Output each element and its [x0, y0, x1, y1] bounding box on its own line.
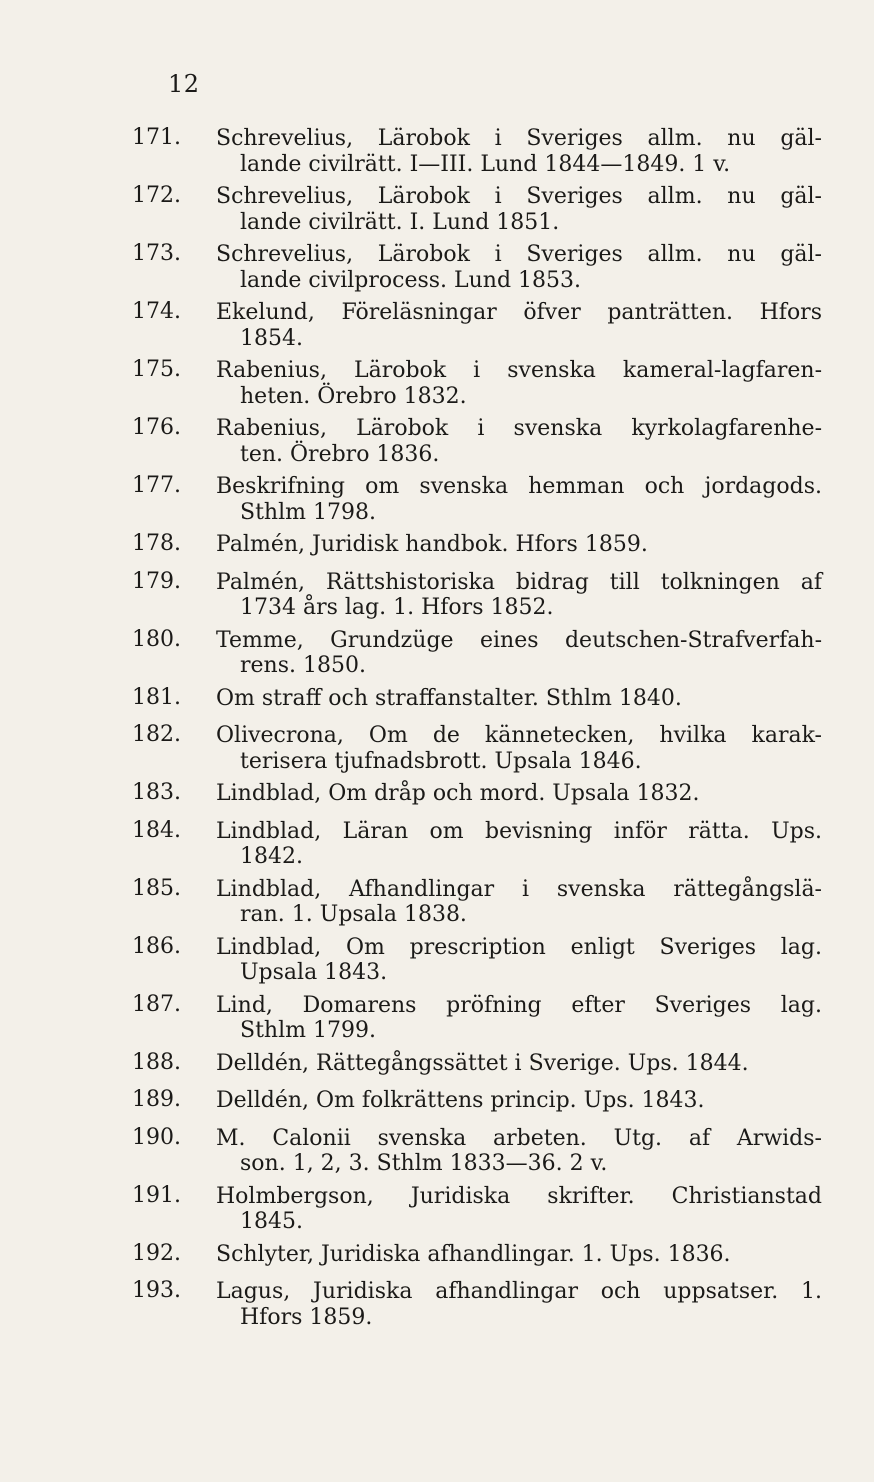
- entry-line: Rabenius, Lärobok i svenska kyrkolagfarenhe-: [216, 416, 822, 441]
- entry-number: 171.: [132, 125, 181, 150]
- entry-line: Delldén, Om folkrättens princip. Ups. 1843.: [216, 1088, 705, 1113]
- entry-text: [216, 242, 822, 293]
- entry-number: 175.: [132, 357, 181, 382]
- entry-text: [216, 993, 822, 1044]
- entry-number: 180.: [132, 626, 181, 652]
- entry-text: [216, 1279, 822, 1330]
- entry-number: 187.: [132, 991, 181, 1017]
- entry-text: [216, 358, 822, 409]
- entry-line: 1845.: [240, 1209, 303, 1234]
- entry-text: [216, 570, 822, 621]
- entry-text: [216, 1088, 822, 1114]
- entry-line: Schrevelius, Lärobok i Sveriges allm. nu gäl-: [216, 126, 822, 151]
- entry-number: 172.: [132, 183, 181, 208]
- bibliography-entry-174: [132, 300, 822, 351]
- entry-number: 183.: [132, 780, 181, 805]
- entry-text: [216, 686, 822, 712]
- entry-line: Hfors 1859.: [240, 1304, 373, 1330]
- bibliography-entry-191: [132, 1184, 822, 1235]
- bibliography-entry-190: [132, 1126, 822, 1177]
- entry-text: [216, 628, 822, 679]
- entry-line: lande civilprocess. Lund 1853.: [240, 267, 582, 293]
- entry-text: [216, 416, 822, 467]
- entry-line: 1854.: [240, 325, 303, 351]
- entry-text: [216, 532, 822, 558]
- entry-number: 181.: [132, 684, 181, 710]
- entry-line: Lindblad, Afhandlingar i svenska rättegångslä-: [216, 876, 822, 902]
- entry-number: 174.: [132, 299, 181, 324]
- bibliography-entry-173: [132, 242, 822, 293]
- entry-number: 191.: [132, 1182, 181, 1208]
- entry-number: 193.: [132, 1278, 181, 1303]
- entry-number: 182.: [132, 722, 181, 747]
- entry-line: Schlyter, Juridiska afhandlingar. 1. Ups. 1836.: [216, 1241, 731, 1267]
- entry-text: [216, 1051, 822, 1077]
- bibliography-entry-193: [132, 1279, 822, 1330]
- entry-text: [216, 723, 822, 774]
- entry-line: Om straff och straffanstalter. Sthlm 1840.: [216, 685, 682, 711]
- entry-text: [216, 1184, 822, 1235]
- entry-line: Palmén, Juridisk handbok. Hfors 1859.: [216, 532, 648, 557]
- entry-text: [216, 1242, 822, 1268]
- bibliography-entry-178: [132, 532, 822, 558]
- entry-line: Lindblad, Om dråp och mord. Upsala 1832.: [216, 781, 700, 806]
- entry-number: 188.: [132, 1049, 181, 1075]
- entry-line: lande civilrätt. I. Lund 1851.: [240, 209, 560, 235]
- bibliography-entry-186: [132, 935, 822, 986]
- entry-line: 1734 års lag. 1. Hfors 1852.: [240, 595, 554, 620]
- entry-line: Beskrifning om svenska hemman och jordagods.: [216, 474, 822, 499]
- entry-number: 179.: [132, 568, 181, 594]
- entry-line: M. Calonii svenska arbeten. Utg. af Arwids-: [216, 1125, 822, 1151]
- bibliography-entry-185: [132, 877, 822, 928]
- entry-line: ran. 1. Upsala 1838.: [240, 902, 467, 927]
- bibliography-entry-189: [132, 1088, 822, 1114]
- bibliography-entry-187: [132, 993, 822, 1044]
- entry-line: 1842.: [240, 844, 303, 869]
- bibliography-entry-188: [132, 1051, 822, 1077]
- entry-line: Ekelund, Föreläsningar öfver panträtten. Hfors: [216, 300, 822, 325]
- entry-line: Lind, Domarens pröfning efter Sveriges lag.: [216, 992, 822, 1018]
- entry-text: [216, 781, 822, 807]
- entry-line: Upsala 1843.: [240, 960, 388, 985]
- page-number: 12: [168, 70, 200, 98]
- bibliography-entry-172: [132, 184, 822, 235]
- entry-text: [216, 935, 822, 986]
- bibliography-list: [132, 126, 822, 1330]
- entry-number: 178.: [132, 531, 181, 556]
- entry-number: 186.: [132, 933, 181, 959]
- entry-line: Sthlm 1798.: [240, 499, 376, 525]
- entry-number: 192.: [132, 1240, 181, 1266]
- bibliography-entry-180: [132, 628, 822, 679]
- entry-number: 184.: [132, 817, 181, 843]
- entry-line: Lindblad, Läran om bevisning inför rätta. Ups.: [216, 818, 822, 844]
- bibliography-entry-182: [132, 723, 822, 774]
- bibliography-entry-171: [132, 126, 822, 177]
- entry-line: ten. Örebro 1836.: [240, 441, 440, 467]
- entry-line: terisera tjufnadsbrott. Upsala 1846.: [240, 748, 642, 774]
- entry-number: 189.: [132, 1087, 181, 1112]
- entry-line: Schrevelius, Lärobok i Sveriges allm. nu gäl-: [216, 242, 822, 267]
- entry-line: lande civilrätt. I—III. Lund 1844—1849. 1 v.: [240, 151, 731, 177]
- entry-number: 185.: [132, 875, 181, 901]
- entry-number: 190.: [132, 1124, 181, 1150]
- bibliography-entry-177: [132, 474, 822, 525]
- entry-line: son. 1, 2, 3. Sthlm 1833—36. 2 v.: [240, 1151, 608, 1176]
- bibliography-entry-183: [132, 781, 822, 807]
- entry-number: 177.: [132, 473, 181, 498]
- entry-text: [216, 184, 822, 235]
- bibliography-entry-179: [132, 570, 822, 621]
- entry-line: Olivecrona, Om de kännetecken, hvilka karak-: [216, 723, 822, 748]
- entry-text: [216, 819, 822, 870]
- entry-line: Lindblad, Om prescription enligt Sveriges lag.: [216, 934, 822, 960]
- bibliography-entry-192: [132, 1242, 822, 1268]
- entry-line: rens. 1850.: [240, 653, 366, 678]
- entry-text: [216, 126, 822, 177]
- entry-text: [216, 1126, 822, 1177]
- entry-line: Delldén, Rättegångssättet i Sverige. Ups. 1844.: [216, 1050, 749, 1076]
- entry-line: Schrevelius, Lärobok i Sveriges allm. nu gäl-: [216, 184, 822, 209]
- entry-line: Sthlm 1799.: [240, 1018, 376, 1043]
- bibliography-entry-175: [132, 358, 822, 409]
- entry-line: Palmén, Rättshistoriska bidrag till tolkningen af: [216, 569, 822, 595]
- entry-line: heten. Örebro 1832.: [240, 383, 467, 409]
- entry-line: Lagus, Juridiska afhandlingar och uppsatser. 1.: [216, 1279, 822, 1304]
- bibliography-entry-184: [132, 819, 822, 870]
- entry-line: Temme, Grundzüge eines deutschen-Strafverfah-: [216, 627, 822, 653]
- entry-text: [216, 474, 822, 525]
- bibliography-entry-181: [132, 686, 822, 712]
- entry-number: 173.: [132, 241, 181, 266]
- entry-line: Holmbergson, Juridiska skrifter. Christianstad: [216, 1183, 822, 1209]
- entry-text: [216, 877, 822, 928]
- bibliography-entry-176: [132, 416, 822, 467]
- entry-line: Rabenius, Lärobok i svenska kameral-lagfaren-: [216, 358, 822, 383]
- entry-text: [216, 300, 822, 351]
- entry-number: 176.: [132, 415, 181, 440]
